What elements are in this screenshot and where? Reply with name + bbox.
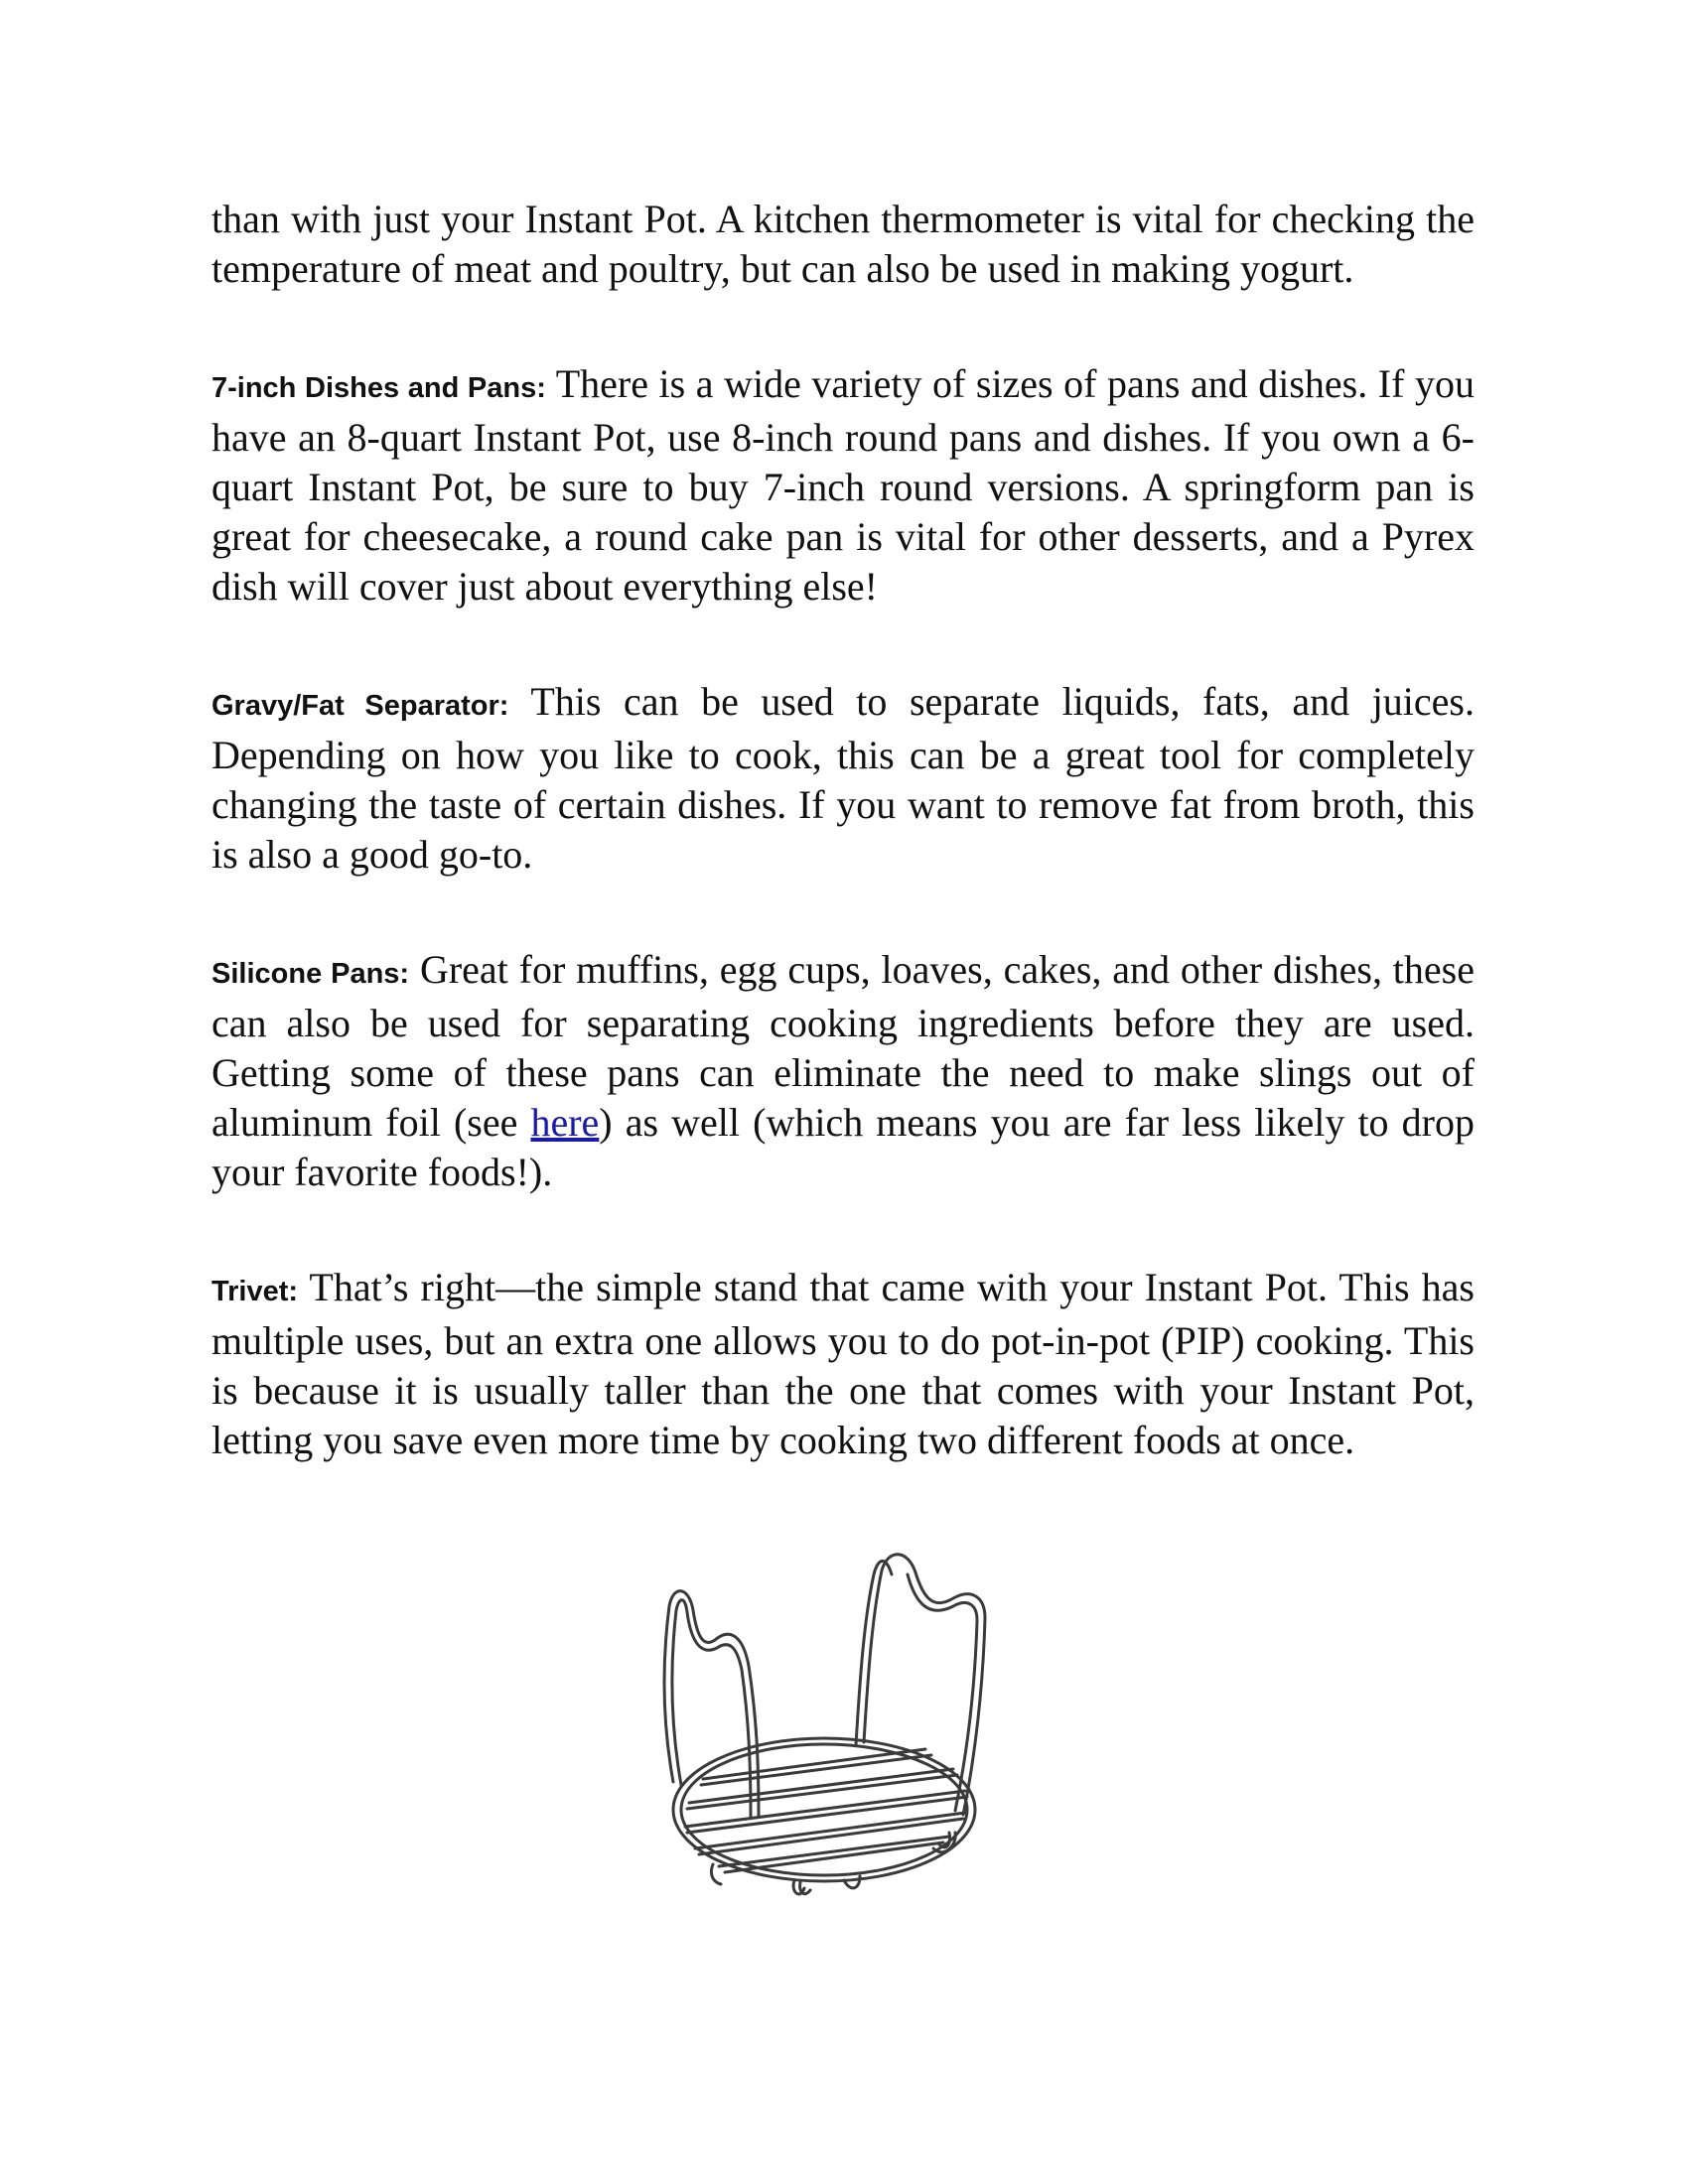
trivet-text: That’s right—the simple stand that came with your Instant Pot. This has multiple uses, but an extra one allows you to do pot-in-pot (PIP) cooking. This is because it is usually taller than the one that comes with your Instant Pot, letting you save even more time by cooking two different foods at once. [211, 1265, 1475, 1462]
trivet-illustration [655, 1549, 1033, 1916]
paragraph-silicone-pans [211, 945, 1475, 1197]
term-silicone-pans: Silicone Pans: [211, 958, 410, 990]
term-dishes-and-pans: 7-inch Dishes and Pans: [211, 372, 546, 404]
paragraph-fat-separator [211, 677, 1475, 880]
silicone-pans-text-after: ) as well (which means you are far less likely to drop your favorite foods!). [211, 1100, 1475, 1194]
term-trivet: Trivet: [211, 1276, 299, 1307]
paragraph-dishes-and-pans [211, 359, 1475, 612]
document-page [211, 195, 1475, 1465]
dishes-and-pans-text: There is a wide variety of sizes of pans and dishes. If you have an 8-quart Instant Pot, use 8-inch round pans and dishes. If you own a 6-quart Instant Pot, be sure to buy 7-inch round versions. A springform pan is great for cheesecake, a round cake pan is vital for other desserts, and a Pyrex dish will cover just about everything else! [211, 361, 1476, 609]
trivet-icon [655, 1549, 1033, 1916]
paragraph-trivet [211, 1263, 1475, 1465]
here-link[interactable]: here [530, 1100, 600, 1145]
intro-text: than with just your Instant Pot. A kitchen thermometer is vital for checking the temperature of meat and poultry, but can also be used in making yogurt. [211, 197, 1475, 291]
term-fat-separator: Gravy/Fat Separator: [211, 690, 509, 722]
silicone-pans-text-before: Great for muffins, egg cups, loaves, cakes, and other dishes, these can also be used for separating cooking ingredients before they are used. Getting some of these pans can eliminate the need to make slings out of aluminum foil (see [211, 947, 1475, 1145]
paragraph-intro [211, 195, 1475, 294]
fat-separator-text: This can be used to separate liquids, fats, and juices. Depending on how you like to cook, this can be a great tool for completely changing the taste of certain dishes. If you want to remove fat from broth, this is also a good go-to. [211, 679, 1475, 877]
